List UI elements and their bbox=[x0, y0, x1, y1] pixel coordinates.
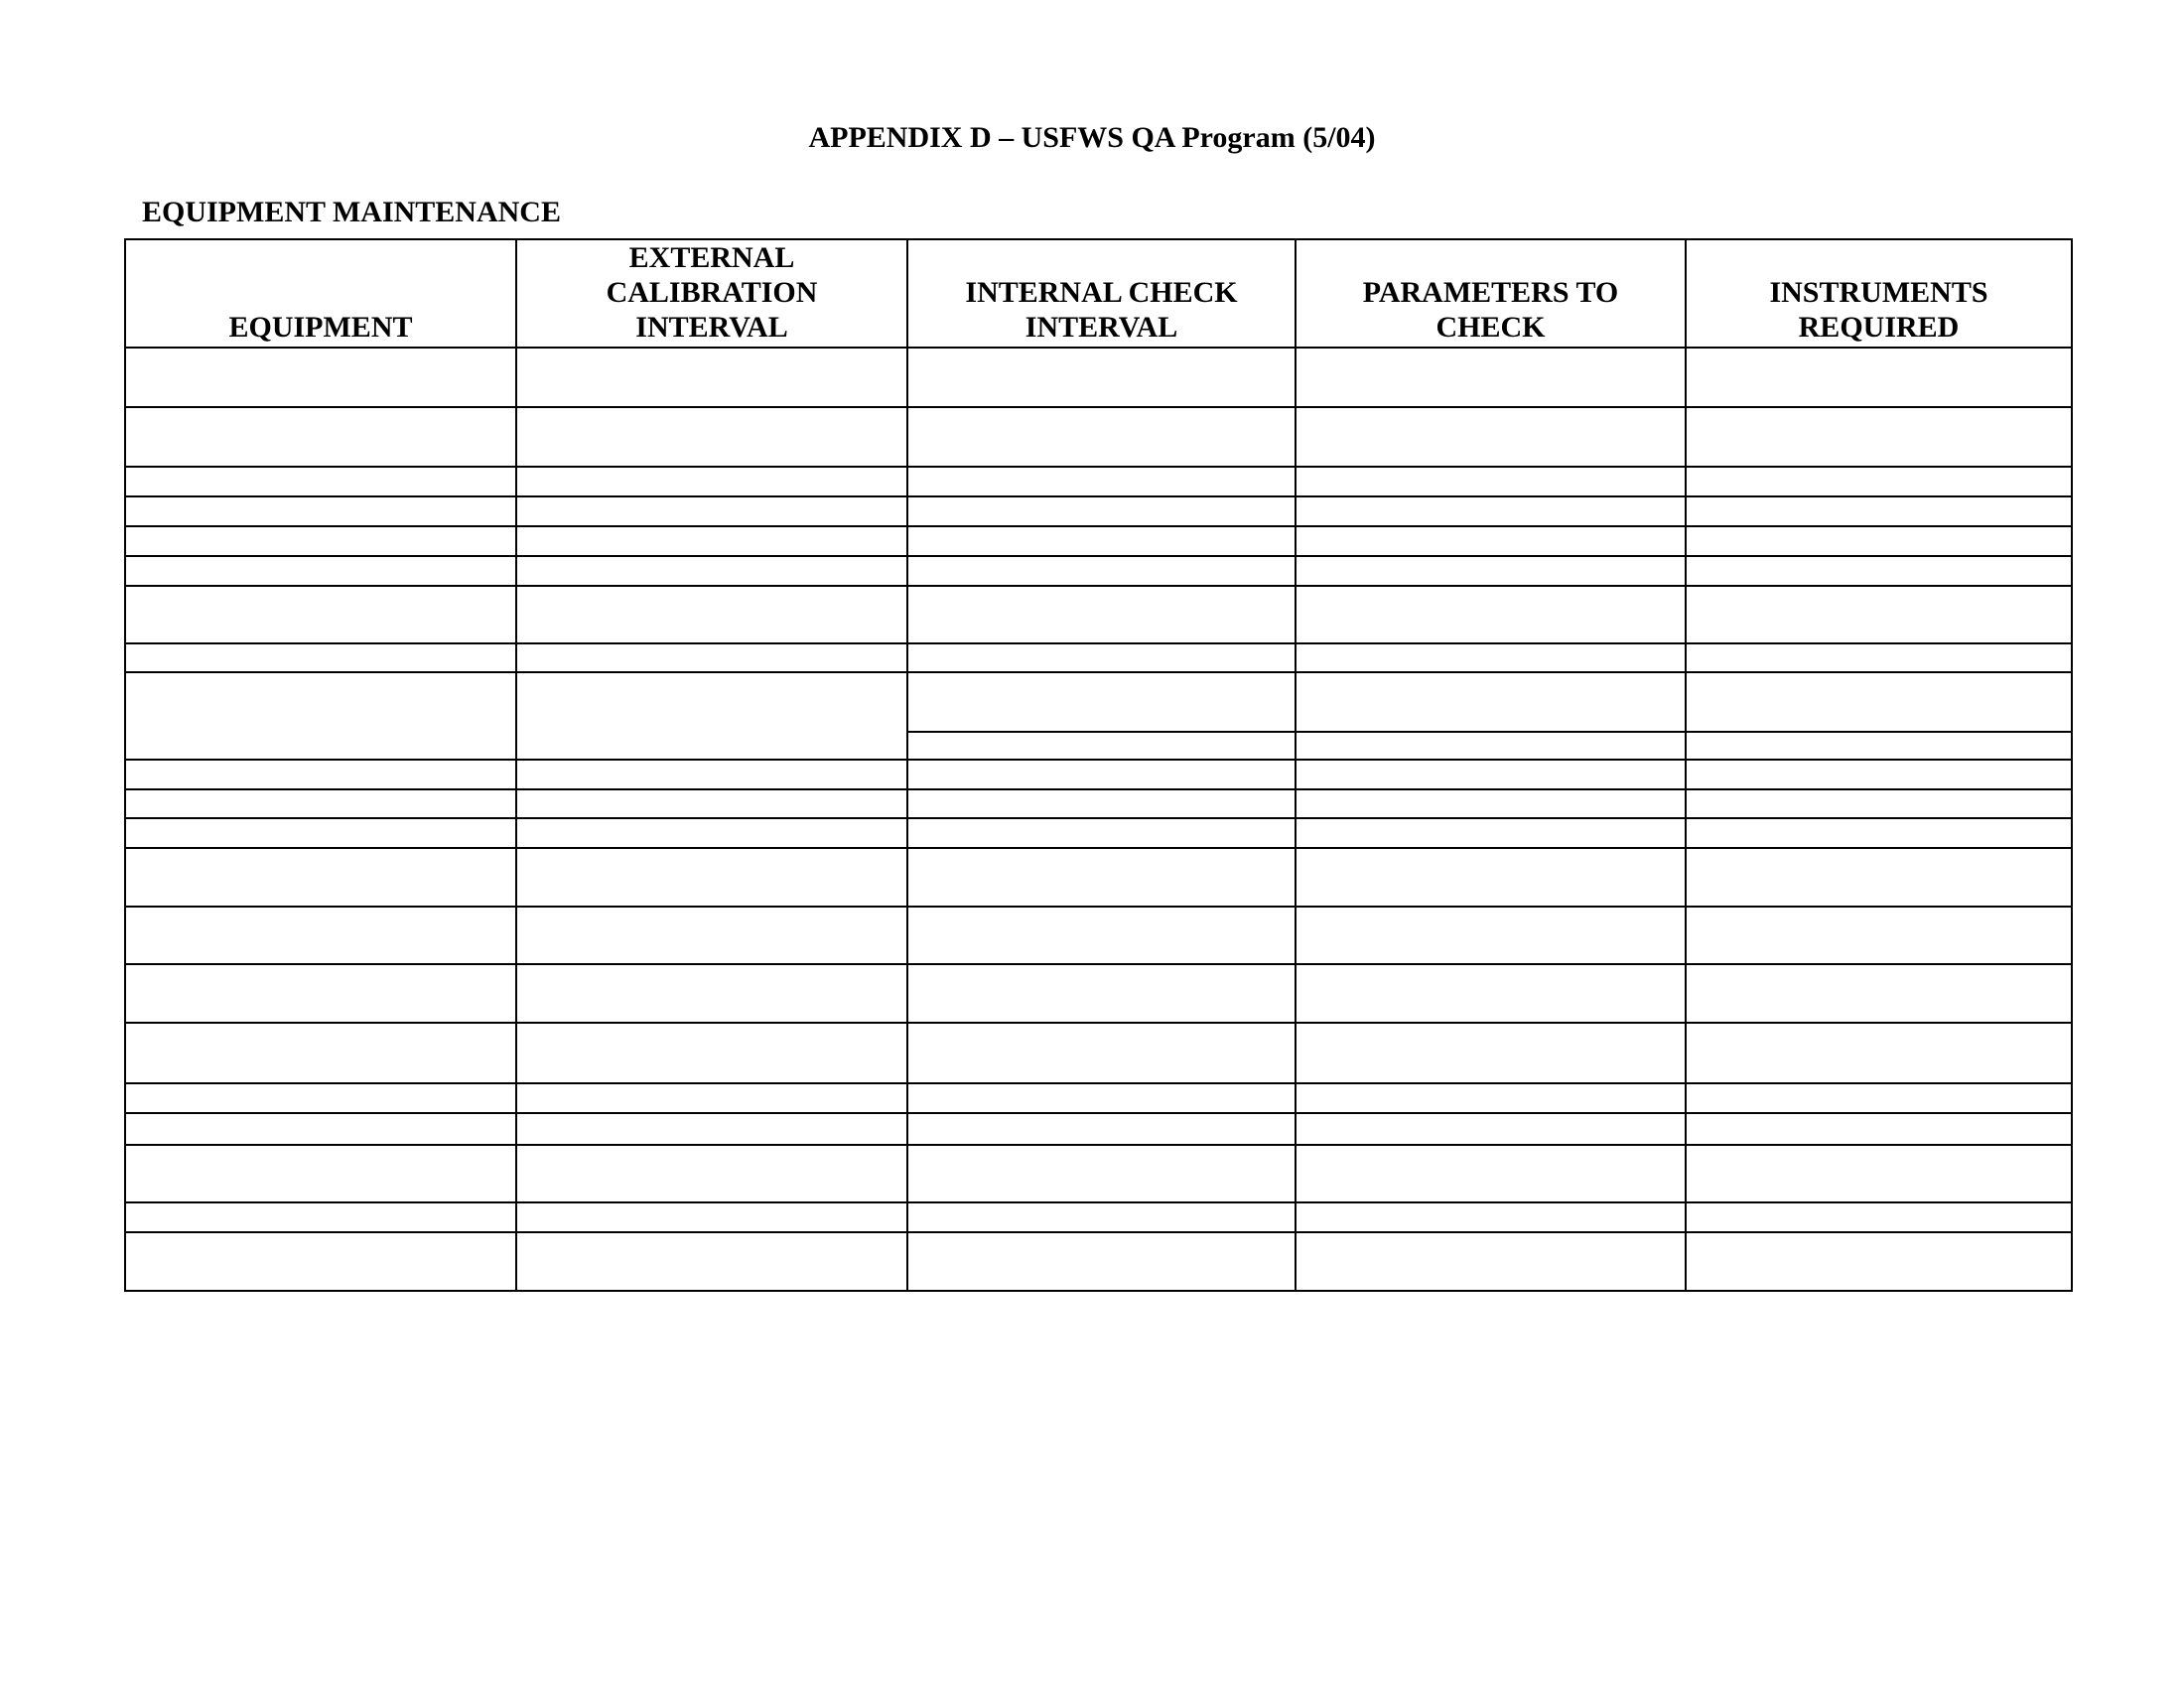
table-cell[interactable] bbox=[516, 496, 907, 526]
header-equipment: EQUIPMENT bbox=[125, 239, 516, 348]
table-cell[interactable] bbox=[1686, 407, 2072, 467]
table-cell[interactable] bbox=[1686, 1202, 2072, 1232]
table-cell[interactable] bbox=[1686, 907, 2072, 964]
header-external-calibration-interval: EXTERNAL CALIBRATION INTERVAL bbox=[516, 239, 907, 348]
table-row bbox=[125, 556, 2072, 586]
table-cell[interactable] bbox=[1686, 964, 2072, 1023]
table-cell[interactable] bbox=[1296, 818, 1686, 848]
table-row bbox=[125, 818, 2072, 848]
table-cell[interactable] bbox=[1686, 1083, 2072, 1113]
table-cell[interactable] bbox=[125, 818, 516, 848]
table-cell[interactable] bbox=[1686, 1145, 2072, 1202]
table-row bbox=[125, 760, 2072, 789]
table-cell[interactable] bbox=[1686, 556, 2072, 586]
table-cell[interactable] bbox=[907, 848, 1296, 907]
table-cell[interactable] bbox=[125, 789, 516, 818]
table-cell[interactable] bbox=[516, 1113, 907, 1145]
table-cell[interactable] bbox=[125, 1113, 516, 1145]
table-cell[interactable] bbox=[1686, 848, 2072, 907]
table-row bbox=[125, 789, 2072, 818]
table-cell[interactable] bbox=[907, 760, 1296, 789]
table-cell[interactable] bbox=[1686, 760, 2072, 789]
table-cell[interactable] bbox=[907, 643, 1296, 672]
table-cell[interactable] bbox=[1296, 1113, 1686, 1145]
table-cell[interactable] bbox=[516, 789, 907, 818]
table-cell[interactable] bbox=[1296, 907, 1686, 964]
document-title: APPENDIX D – USFWS QA Program (5/04) bbox=[808, 121, 1376, 154]
table-cell[interactable] bbox=[907, 1113, 1296, 1145]
table-cell[interactable] bbox=[516, 1202, 907, 1232]
table-cell[interactable] bbox=[516, 526, 907, 556]
table-row bbox=[125, 672, 2072, 732]
table-cell[interactable] bbox=[516, 643, 907, 672]
table-cell[interactable] bbox=[516, 556, 907, 586]
table-cell[interactable] bbox=[907, 964, 1296, 1023]
table-cell[interactable] bbox=[907, 1145, 1296, 1202]
table-cell[interactable] bbox=[1686, 1113, 2072, 1145]
table-cell[interactable] bbox=[125, 348, 516, 407]
table-cell[interactable] bbox=[516, 1083, 907, 1113]
table-cell[interactable] bbox=[1296, 1083, 1686, 1113]
table-cell[interactable] bbox=[907, 556, 1296, 586]
table-cell[interactable] bbox=[1686, 818, 2072, 848]
table-cell[interactable] bbox=[1296, 526, 1686, 556]
table-row bbox=[125, 1202, 2072, 1232]
table-cell[interactable] bbox=[125, 1202, 516, 1232]
table-cell[interactable] bbox=[907, 1023, 1296, 1083]
table-cell[interactable] bbox=[1296, 1145, 1686, 1202]
table-cell[interactable] bbox=[516, 1023, 907, 1083]
table-cell[interactable] bbox=[1296, 467, 1686, 496]
table-cell[interactable] bbox=[1686, 732, 2072, 760]
table-cell[interactable] bbox=[1296, 407, 1686, 467]
table-cell[interactable] bbox=[1686, 672, 2072, 732]
table-cell[interactable] bbox=[125, 556, 516, 586]
table-cell-merged[interactable] bbox=[125, 672, 516, 760]
table-cell[interactable] bbox=[1686, 467, 2072, 496]
table-cell[interactable] bbox=[907, 789, 1296, 818]
table-cell[interactable] bbox=[1296, 1202, 1686, 1232]
table-cell[interactable] bbox=[1296, 789, 1686, 818]
section-title: EQUIPMENT MAINTENANCE bbox=[142, 196, 561, 228]
table-cell[interactable] bbox=[125, 964, 516, 1023]
table-cell[interactable] bbox=[907, 1083, 1296, 1113]
table-cell[interactable] bbox=[516, 818, 907, 848]
table-cell[interactable] bbox=[125, 1023, 516, 1083]
table-cell[interactable] bbox=[1296, 964, 1686, 1023]
table-row bbox=[125, 496, 2072, 526]
table-cell[interactable] bbox=[1296, 586, 1686, 643]
table-cell[interactable] bbox=[907, 586, 1296, 643]
table-row bbox=[125, 964, 2072, 1023]
table-cell[interactable] bbox=[1296, 1023, 1686, 1083]
table-row bbox=[125, 1113, 2072, 1145]
table-cell[interactable] bbox=[907, 407, 1296, 467]
table-cell[interactable] bbox=[125, 848, 516, 907]
table-cell[interactable] bbox=[907, 907, 1296, 964]
header-instruments-required: INSTRUMENTS REQUIRED bbox=[1686, 239, 2072, 348]
table-cell[interactable] bbox=[516, 1145, 907, 1202]
table-cell[interactable] bbox=[1686, 1023, 2072, 1083]
table-cell[interactable] bbox=[125, 467, 516, 496]
table-row bbox=[125, 348, 2072, 407]
table-cell[interactable] bbox=[125, 760, 516, 789]
table-row bbox=[125, 1145, 2072, 1202]
table-row bbox=[125, 586, 2072, 643]
table-cell[interactable] bbox=[516, 586, 907, 643]
table-cell[interactable] bbox=[125, 907, 516, 964]
table-cell[interactable] bbox=[125, 526, 516, 556]
table-cell[interactable] bbox=[1296, 848, 1686, 907]
header-internal-check-interval: INTERNAL CHECK INTERVAL bbox=[907, 239, 1296, 348]
table-cell[interactable] bbox=[1296, 496, 1686, 526]
table-cell[interactable] bbox=[1686, 789, 2072, 818]
table-cell[interactable] bbox=[1296, 760, 1686, 789]
table-cell[interactable] bbox=[125, 496, 516, 526]
table-cell[interactable] bbox=[516, 848, 907, 907]
table-row bbox=[125, 1023, 2072, 1083]
table-row bbox=[125, 407, 2072, 467]
table-cell[interactable] bbox=[1296, 643, 1686, 672]
table-cell[interactable] bbox=[516, 1232, 907, 1291]
table-cell[interactable] bbox=[907, 1202, 1296, 1232]
table-cell[interactable] bbox=[1296, 348, 1686, 407]
table-cell[interactable] bbox=[516, 964, 907, 1023]
table-cell[interactable] bbox=[1686, 586, 2072, 643]
table-row bbox=[125, 907, 2072, 964]
table-cell-merged[interactable] bbox=[516, 672, 907, 760]
table-row bbox=[125, 1232, 2072, 1291]
table-cell[interactable] bbox=[516, 467, 907, 496]
table-cell[interactable] bbox=[516, 407, 907, 467]
table-cell[interactable] bbox=[125, 643, 516, 672]
table-cell[interactable] bbox=[907, 348, 1296, 407]
equipment-maintenance-table bbox=[124, 238, 2073, 1292]
table-cell[interactable] bbox=[1686, 348, 2072, 407]
table-cell[interactable] bbox=[125, 1232, 516, 1291]
table-row bbox=[125, 1083, 2072, 1113]
table-cell[interactable] bbox=[125, 586, 516, 643]
table-cell[interactable] bbox=[907, 496, 1296, 526]
table-cell[interactable] bbox=[1686, 496, 2072, 526]
table-cell[interactable] bbox=[1686, 643, 2072, 672]
table-cell[interactable] bbox=[125, 1145, 516, 1202]
table-cell[interactable] bbox=[125, 1083, 516, 1113]
table-cell[interactable] bbox=[1686, 526, 2072, 556]
table-cell[interactable] bbox=[907, 467, 1296, 496]
table-cell[interactable] bbox=[907, 526, 1296, 556]
table-row bbox=[125, 848, 2072, 907]
table-cell[interactable] bbox=[907, 672, 1296, 732]
table-cell[interactable] bbox=[516, 907, 907, 964]
table-cell[interactable] bbox=[516, 348, 907, 407]
table-row bbox=[125, 526, 2072, 556]
table-cell[interactable] bbox=[907, 1232, 1296, 1291]
table-cell[interactable] bbox=[1296, 732, 1686, 760]
table-row bbox=[125, 467, 2072, 496]
table-cell[interactable] bbox=[907, 732, 1296, 760]
table-cell[interactable] bbox=[1296, 1232, 1686, 1291]
table-cell[interactable] bbox=[907, 818, 1296, 848]
header-parameters-to-check: PARAMETERS TO CHECK bbox=[1296, 239, 1686, 348]
table-cell[interactable] bbox=[516, 760, 907, 789]
table-row bbox=[125, 643, 2072, 672]
table-cell[interactable] bbox=[1296, 672, 1686, 732]
table-cell[interactable] bbox=[125, 407, 516, 467]
table-cell[interactable] bbox=[1296, 556, 1686, 586]
table-cell[interactable] bbox=[1686, 1232, 2072, 1291]
header-row bbox=[125, 239, 2072, 348]
